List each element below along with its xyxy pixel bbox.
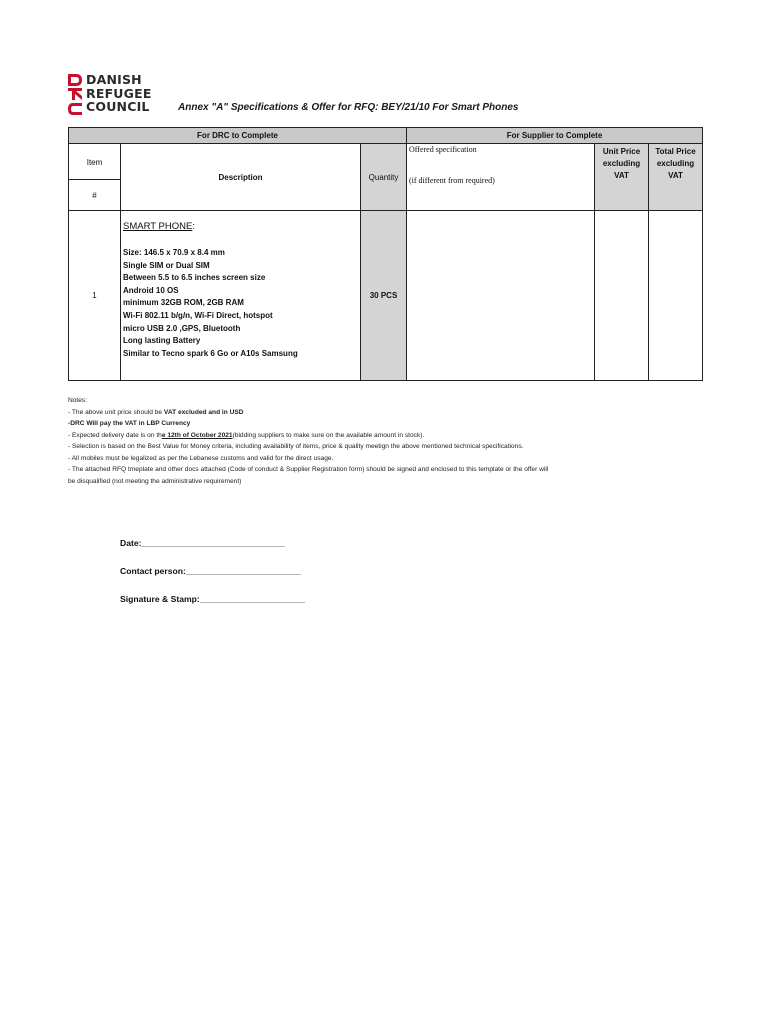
notes-section [68, 395, 708, 487]
drc-complete-header: For DRC to Complete [69, 128, 407, 144]
offered-spec-label: Offered specification [409, 145, 477, 154]
spec-item: Similar to Tecno spark 6 Go or A10s Samsung [123, 348, 298, 358]
note-delivery-post: (bidding suppliers to make sure on the available amount in stock). [232, 431, 425, 439]
spec-item: Wi-Fi 802.11 b/g/n, Wi-Fi Direct, hotspot [123, 310, 273, 320]
note-vat-usd-bold: VAT excluded and in USD [163, 408, 244, 416]
spec-item: micro USB 2.0 ,GPS, Bluetooth [123, 323, 241, 333]
drc-logo-mark [66, 72, 84, 116]
signature-stamp-field[interactable]: Signature & Stamp:______________________ [120, 594, 305, 604]
item-number-header: # [69, 180, 121, 211]
unit-price-input[interactable] [595, 211, 649, 381]
note-disqualified: be disqualified (not meeting the administrative requirement) [68, 477, 242, 485]
spec-item: Android 10 OS [123, 285, 179, 295]
spec-item: minimum 32GB ROM, 2GB RAM [123, 298, 244, 308]
logo-line-danish: DANISH [86, 72, 142, 87]
note-legalized: - All mobiles must be legalized as per the Lebanese customs and valid for the direct usage. [68, 454, 334, 462]
total-price-label-3: VAT [668, 171, 683, 180]
specification-table [68, 127, 703, 381]
date-field[interactable]: Date:______________________________ [120, 538, 285, 548]
contact-person-field[interactable]: Contact person:________________________ [120, 566, 301, 576]
drc-logo [66, 72, 166, 116]
total-price-label-2: excluding [656, 159, 695, 168]
unit-price-label-1: Unit Price [602, 147, 641, 156]
if-different-label: (if different from required) [409, 176, 495, 185]
product-name: SMART PHONE [123, 221, 193, 232]
item-description [121, 211, 361, 381]
spec-item: Single SIM or Dual SIM [123, 260, 210, 270]
offered-spec-header [407, 144, 595, 211]
supplier-complete-header: For Supplier to Complete [407, 128, 703, 144]
note-selection: - Selection is based on the Best Value for Money criteria, including availability of items, price & quality meetign the above mentioned technical specifications. [68, 443, 524, 450]
item-number: 1 [69, 211, 121, 381]
unit-price-header [595, 144, 649, 211]
spec-item: Size: 146.5 x 70.9 x 8.4 mm [123, 248, 225, 257]
spec-list [123, 247, 360, 360]
quantity-header: Quantity [361, 144, 407, 211]
document-title: Annex "A" Specifications & Offer for RFQ: BEY/21/10 For Smart Phones [178, 102, 519, 113]
note-delivery-date [68, 430, 708, 442]
table-row [69, 211, 703, 381]
total-price-header [649, 144, 703, 211]
spec-item: Long lasting Battery [123, 336, 201, 346]
item-header: Item [69, 144, 121, 180]
note-vat-usd [68, 407, 708, 419]
item-quantity: 30 PCS [361, 211, 407, 381]
unit-price-label-3: VAT [614, 171, 629, 180]
total-price-input[interactable] [649, 211, 703, 381]
logo-line-refugee: REFUGEE [86, 85, 152, 101]
note-delivery-pre: - Expected delivery date is on th [68, 431, 162, 439]
spec-item: Between 5.5 to 6.5 inches screen size [123, 273, 266, 283]
logo-line-council: COUNCIL [86, 99, 150, 114]
drc-logo-words [86, 73, 152, 114]
note-vat-usd-text: - The above unit price should be [68, 408, 164, 416]
note-attached-docs: - The attached RFQ tmeplate and other docs attached (Code of conduct & Supplier Registration form) should be signed and enclosed to this template or the offer will [68, 466, 549, 473]
total-price-label-1: Total Price [655, 147, 696, 156]
description-header: Description [121, 144, 361, 211]
offered-spec-input[interactable] [407, 211, 595, 381]
unit-price-label-2: excluding [602, 159, 641, 168]
notes-heading: Notes: [68, 397, 88, 404]
note-delivery-date-value: e 12th of October 2021 [161, 431, 233, 439]
product-name-colon: : [192, 221, 195, 232]
note-vat-lbp: -DRC Will pay the VAT in LBP Currency [68, 420, 191, 427]
